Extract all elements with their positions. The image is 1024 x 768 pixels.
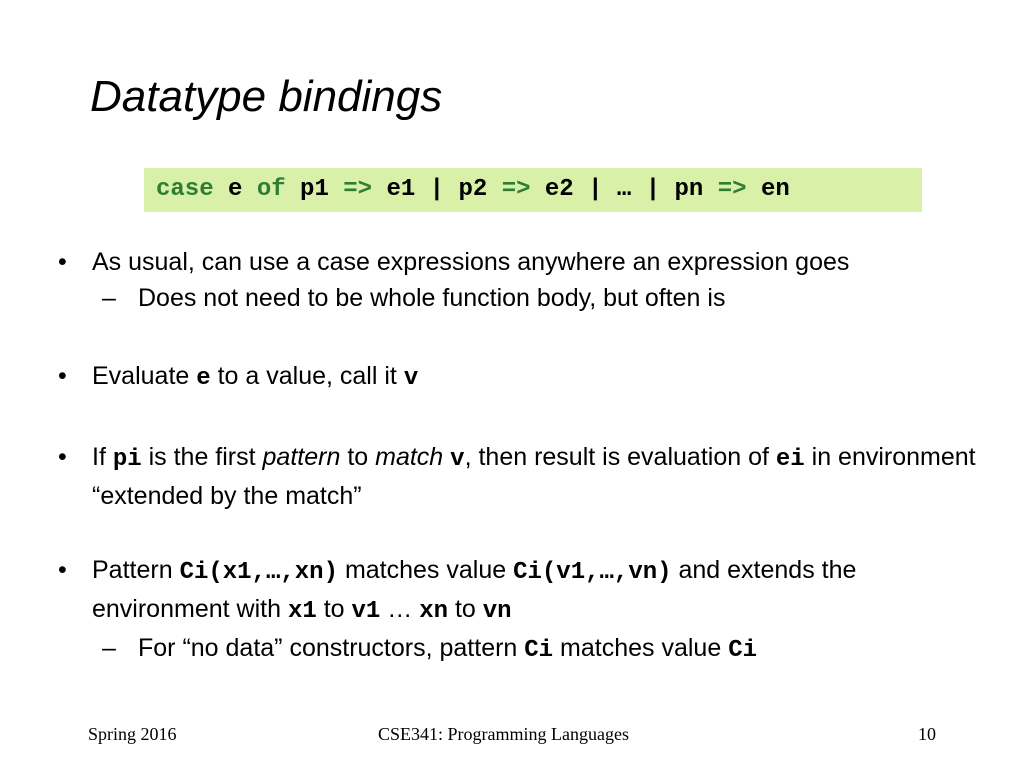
inline-code: v (403, 365, 419, 392)
inline-code: vn (482, 598, 512, 625)
inline-code: v1 (351, 598, 381, 625)
inline-code: v (450, 446, 465, 473)
footer-course: CSE341: Programming Languages (378, 724, 629, 744)
inline-code: Ci(v1,…,vn) (513, 559, 672, 586)
bullet-text: to (448, 595, 483, 623)
bullet-dot: • (58, 443, 67, 471)
code-branches-1: e1 | p2 (372, 176, 502, 203)
emphasis-text: pattern (262, 443, 341, 471)
bullet-list (58, 244, 978, 669)
bullet-text: As usual, can use a case expressions anywhere an expression goes (92, 248, 850, 276)
bullet-text: to a value, call it (210, 362, 404, 390)
bullet-dot: • (58, 248, 67, 276)
code-pattern-1: p1 (285, 176, 344, 203)
sub-dash: – (102, 634, 116, 662)
slide-title: Datatype bindings (90, 72, 443, 121)
inline-code: pi (112, 446, 142, 473)
sub-text: For “no data” constructors, pattern (138, 634, 525, 662)
code-snippet (144, 168, 922, 212)
code-branches-2: e2 | … | pn (530, 176, 718, 203)
emphasis-text: match (375, 443, 444, 471)
sub-item-1 (58, 280, 978, 316)
bullet-dot: • (58, 362, 67, 390)
bullet-text: to (340, 443, 376, 471)
code-keyword-of: of (256, 176, 286, 203)
code-branches-3: en (746, 176, 790, 203)
bullet-text: is the first (141, 443, 263, 471)
inline-code: Ci (524, 637, 554, 664)
bullet-item-3 (58, 439, 978, 514)
bullet-item-1 (58, 244, 978, 280)
code-arrow-3: => (717, 176, 747, 203)
bullet-text: Pattern (92, 556, 180, 584)
code-expr: e (213, 176, 257, 203)
inline-code: Ci(x1,…,xn) (179, 559, 338, 586)
sub-text: Does not need to be whole function body, but often is (138, 284, 726, 312)
bullet-text: If (92, 443, 113, 471)
bullet-text: , then result is evaluation of (464, 443, 776, 471)
bullet-dot: • (58, 556, 67, 584)
code-arrow-1: => (343, 176, 373, 203)
inline-code: e (196, 365, 211, 392)
sub-item-4 (58, 630, 978, 669)
bullet-item-2 (58, 358, 978, 397)
code-arrow-2: => (501, 176, 531, 203)
footer-page-number: 10 (918, 724, 936, 744)
inline-code: Ci (728, 637, 757, 664)
bullet-text: Evaluate (92, 362, 197, 390)
bullet-text: to (316, 595, 352, 623)
bullet-text: and extends the environment with (92, 556, 857, 623)
footer-term: Spring 2016 (88, 724, 177, 744)
bullet-item-4 (58, 552, 978, 630)
bullet-text: matches value (338, 556, 514, 584)
bullet-text: … (380, 595, 420, 623)
sub-text: matches value (553, 634, 729, 662)
inline-code: ei (775, 446, 805, 473)
sub-dash: – (102, 284, 116, 312)
code-keyword-case: case (156, 176, 214, 203)
inline-code: x1 (287, 598, 317, 625)
inline-code: xn (419, 598, 449, 625)
bullet-text: in environment “extended by the match” (92, 443, 976, 510)
